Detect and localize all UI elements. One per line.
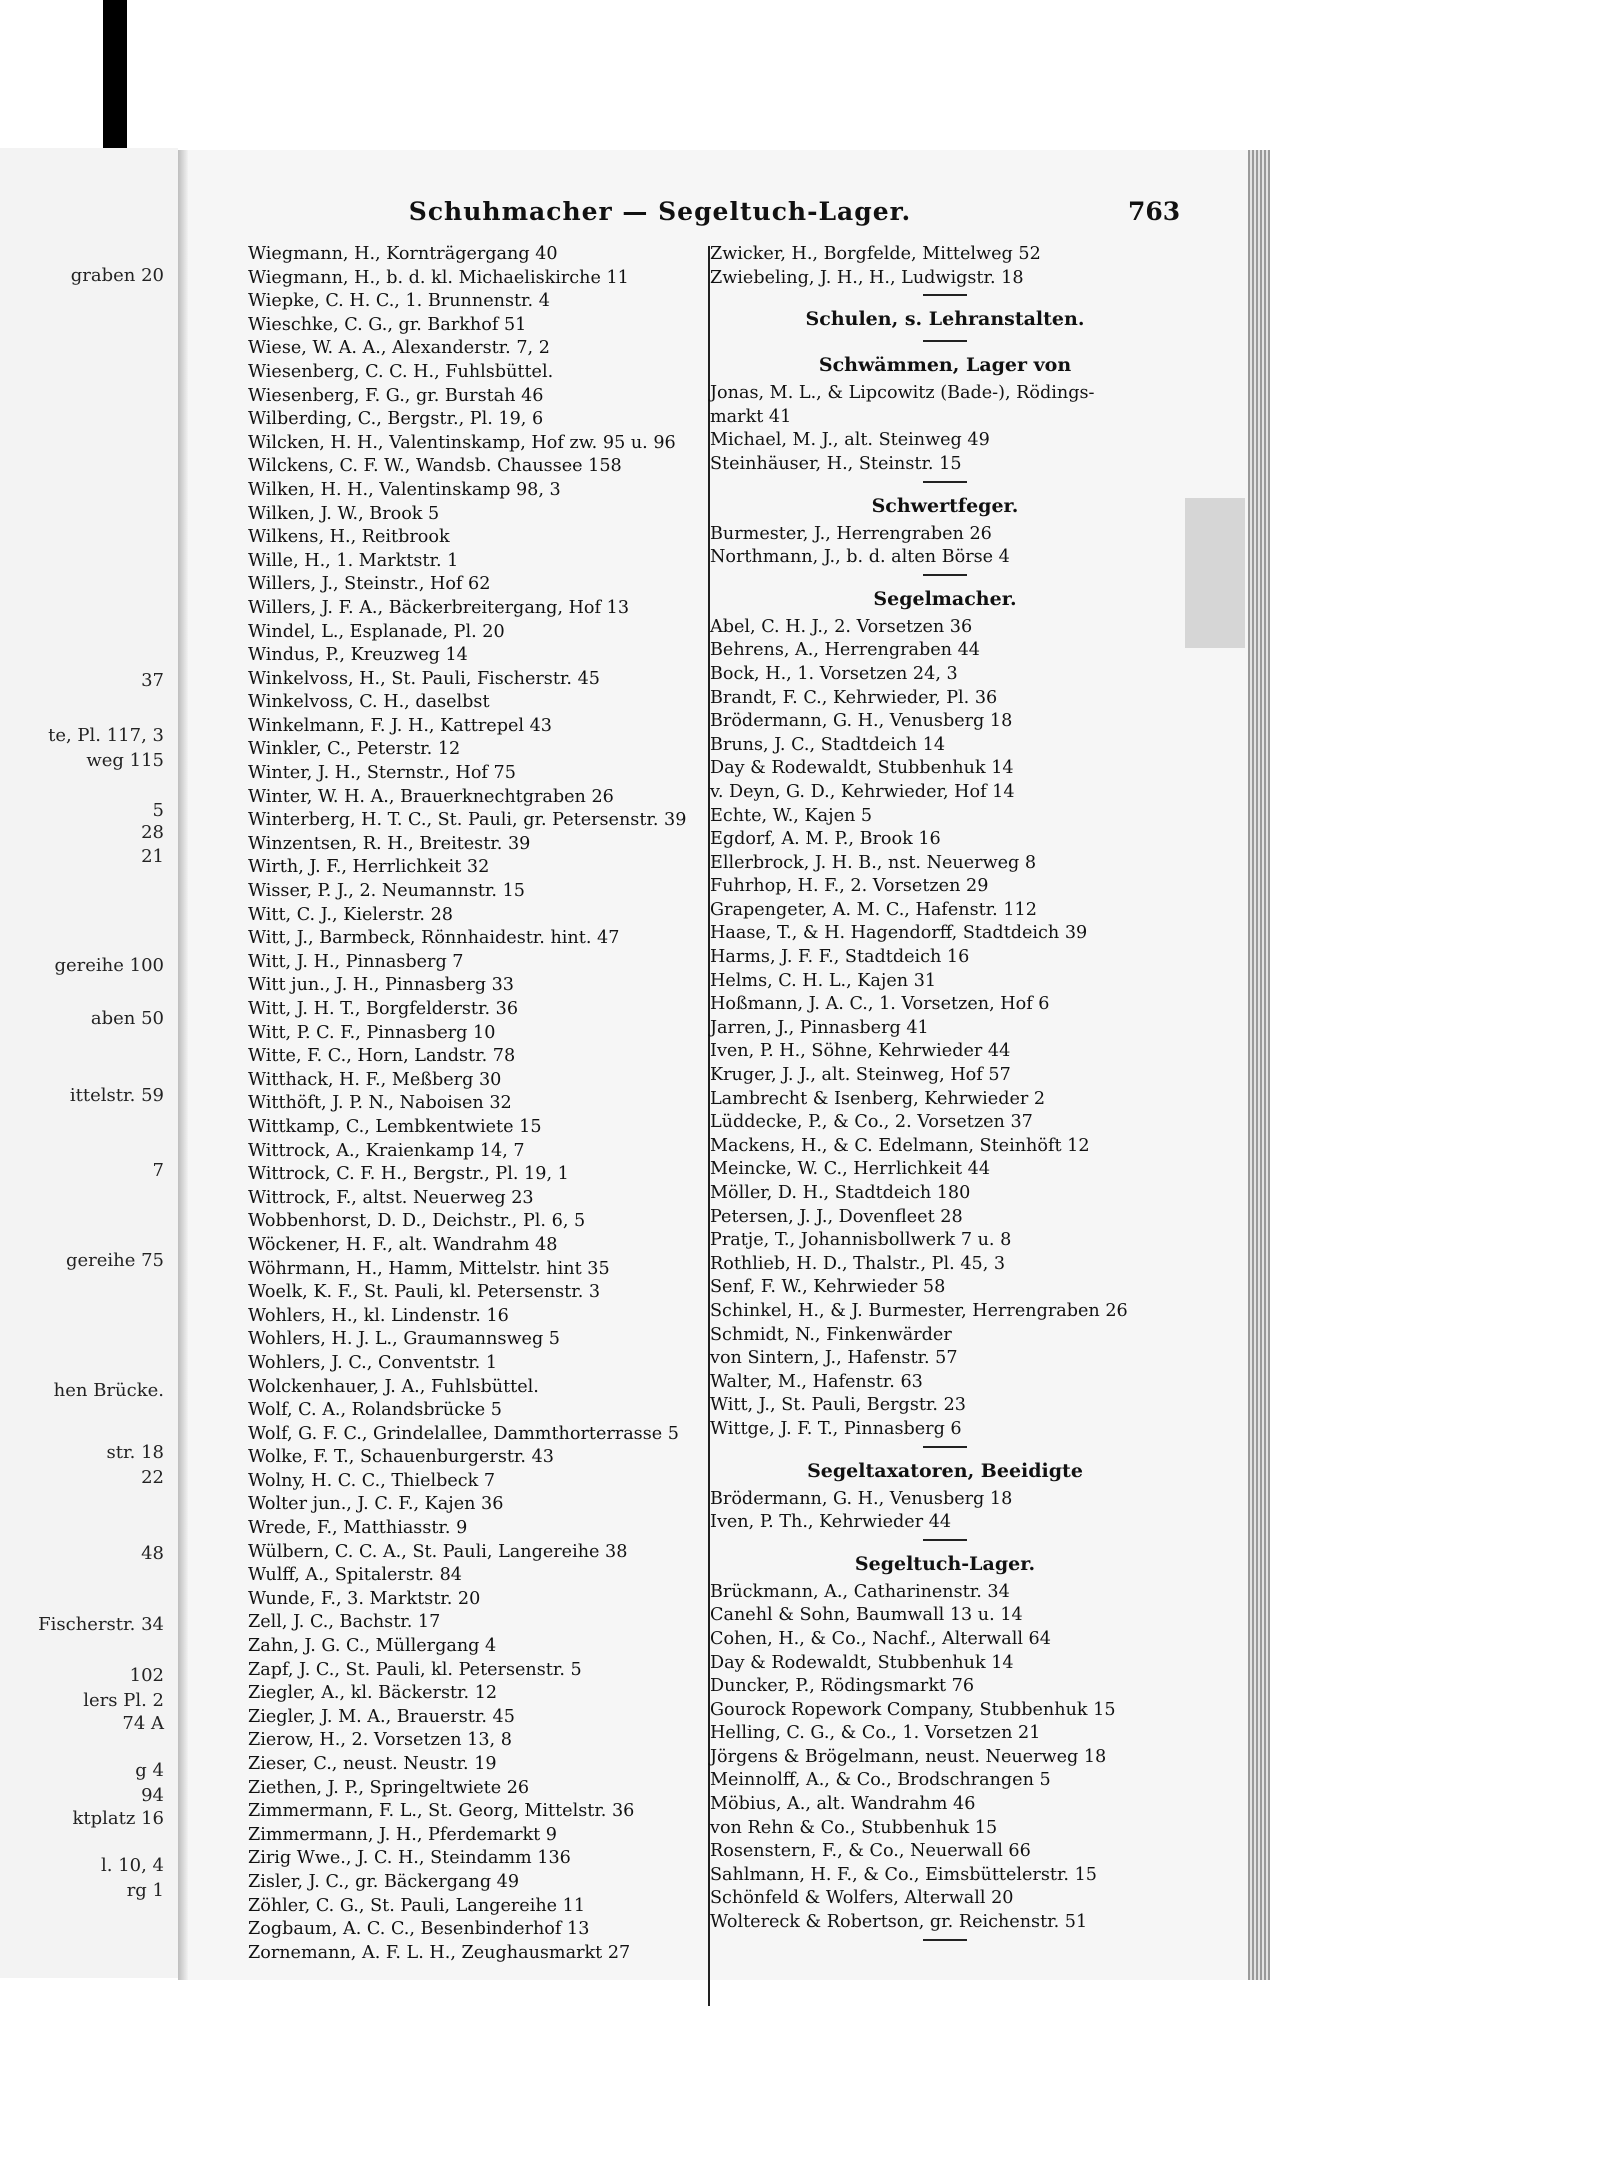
directory-entry: Lüddecke, P., & Co., 2. Vorsetzen 37 [710, 1112, 1033, 1133]
directory-entry: Ellerbrock, J. H. B., nst. Neuerweg 8 [710, 852, 1037, 873]
directory-entry: Zahn, J. G. C., Müllergang 4 [248, 1636, 497, 1657]
directory-entry: Helling, C. G., & Co., 1. Vorsetzen 21 [710, 1723, 1041, 1744]
directory-entry: Schönfeld & Wolfers, Alterwall 20 [710, 1888, 1014, 1909]
directory-entry: Wolke, F. T., Schauenburgerstr. 43 [248, 1447, 554, 1468]
left-page-fragment: graben 20 [70, 265, 164, 286]
directory-entry: Wiepke, C. H. C., 1. Brunnenstr. 4 [248, 291, 550, 312]
directory-entry: Zimmermann, F. L., St. Georg, Mittelstr. 36 [248, 1801, 635, 1822]
running-header: Schuhmacher — Segeltuch-Lager. [408, 197, 912, 226]
directory-entry: Witt, J., Barmbeck, Rönnhaidestr. hint. 47 [248, 928, 620, 949]
directory-entry: Wöhrmann, H., Hamm, Mittelstr. hint 35 [248, 1258, 610, 1279]
left-page-fragment: 102 [129, 1665, 164, 1686]
directory-entry: Gourock Ropework Company, Stubbenhuk 15 [710, 1699, 1116, 1720]
section-rule [923, 1539, 967, 1541]
directory-entry: Wobbenhorst, D. D., Deichstr., Pl. 6, 5 [248, 1211, 586, 1232]
directory-entry: Woelk, K. F., St. Pauli, kl. Petersenstr. 3 [248, 1282, 601, 1303]
directory-entry: Zapf, J. C., St. Pauli, kl. Petersenstr. 5 [248, 1659, 582, 1680]
directory-entry: Grapengeter, A. M. C., Hafenstr. 112 [710, 899, 1037, 920]
directory-entry: Duncker, P., Rödingsmarkt 76 [710, 1676, 975, 1697]
left-page-fragment: rg 1 [126, 1880, 164, 1901]
left-page-fragment: 48 [141, 1543, 164, 1564]
directory-entry: Ziegler, A., kl. Bäckerstr. 12 [248, 1683, 498, 1704]
directory-entry: Winkelvoss, H., St. Pauli, Fischerstr. 45 [248, 668, 600, 689]
directory-entry: Wöckener, H. F., alt. Wandrahm 48 [248, 1234, 558, 1255]
directory-entry: Day & Rodewaldt, Stubbenhuk 14 [710, 758, 1014, 779]
left-page-fragment: 21 [141, 846, 164, 867]
directory-entry: Wohlers, J. C., Conventstr. 1 [248, 1352, 498, 1373]
section-rule [923, 1446, 967, 1448]
directory-entry: Rothlieb, H. D., Thalstr., Pl. 45, 3 [710, 1253, 1006, 1274]
directory-entry: Zornemann, A. F. L. H., Zeughausmarkt 27 [248, 1942, 631, 1963]
directory-entry: Witte, F. C., Horn, Landstr. 78 [248, 1046, 516, 1067]
directory-entry: Mackens, H., & C. Edelmann, Steinhöft 12 [710, 1135, 1090, 1156]
directory-entry: Wirth, J. F., Herrlichkeit 32 [248, 857, 490, 878]
left-page-fragment: 5 [152, 800, 164, 821]
directory-entry: Schinkel, H., & J. Burmester, Herrengraben 26 [710, 1300, 1128, 1321]
directory-entry: Zöhler, C. G., St. Pauli, Langereihe 11 [248, 1895, 586, 1916]
left-page-fragment: aben 50 [90, 1008, 164, 1029]
directory-entry: Wohlers, H., kl. Lindenstr. 16 [248, 1305, 509, 1326]
directory-entry: Brödermann, G. H., Venusberg 18 [710, 711, 1013, 732]
directory-entry: Witthack, H. F., Meßberg 30 [248, 1069, 502, 1090]
directory-entry: Brödermann, G. H., Venusberg 18 [710, 1488, 1013, 1509]
directory-entry: Helms, C. H. L., Kajen 31 [710, 970, 937, 991]
directory-entry: Brückmann, A., Catharinenstr. 34 [710, 1581, 1010, 1602]
directory-entry: Fuhrhop, H. F., 2. Vorsetzen 29 [710, 876, 989, 897]
directory-entry: Jonas, M. L., & Lipcowitz (Bade-), Rödings- [710, 383, 1095, 404]
directory-entry: Wolf, G. F. C., Grindelallee, Dammthorterrasse 5 [248, 1423, 679, 1444]
directory-entry: Senf, F. W., Kehrwieder 58 [710, 1277, 946, 1298]
directory-entry: Wolf, C. A., Rolandsbrücke 5 [248, 1400, 502, 1421]
directory-column-left [248, 243, 703, 1965]
directory-entry: Winter, J. H., Sternstr., Hof 75 [248, 763, 516, 784]
directory-entry: Bruns, J. C., Stadtdeich 14 [710, 734, 946, 755]
directory-entry: Winkelvoss, C. H., daselbst [248, 692, 490, 713]
directory-entry: Wilberding, C., Bergstr., Pl. 19, 6 [248, 409, 544, 430]
directory-entry: Pratje, T., Johannisbollwerk 7 u. 8 [710, 1230, 1012, 1251]
directory-entry: v. Deyn, G. D., Kehrwieder, Hof 14 [710, 781, 1015, 802]
directory-entry: Wülbern, C. C. A., St. Pauli, Langereihe 38 [248, 1541, 628, 1562]
directory-entry: Abel, C. H. J., 2. Vorsetzen 36 [710, 616, 973, 637]
left-page-fragment: 7 [152, 1160, 164, 1181]
directory-entry: Witt jun., J. H., Pinnasberg 33 [248, 975, 514, 996]
directory-entry: Day & Rodewaldt, Stubbenhuk 14 [710, 1652, 1014, 1673]
left-page-fragment: str. 18 [106, 1442, 164, 1463]
section-rule [923, 294, 967, 296]
section-heading: Schwertfeger. [871, 494, 1019, 517]
margin-shadow [1185, 498, 1245, 648]
directory-entry: Hoßmann, J. A. C., 1. Vorsetzen, Hof 6 [710, 994, 1050, 1015]
left-page-fragment: ktplatz 16 [72, 1808, 164, 1829]
directory-entry: von Rehn & Co., Stubbenhuk 15 [710, 1817, 998, 1838]
directory-entry: Iven, P. H., Söhne, Kehrwieder 44 [710, 1041, 1011, 1062]
directory-entry: Schmidt, N., Finkenwärder [710, 1324, 952, 1345]
directory-entry: Wiesenberg, F. G., gr. Burstah 46 [248, 385, 544, 406]
section-rule [923, 1939, 967, 1941]
left-page-fragment: hen Brücke. [53, 1380, 164, 1401]
directory-entry: Kruger, J. J., alt. Steinweg, Hof 57 [710, 1065, 1011, 1086]
directory-entry: Wunde, F., 3. Marktstr. 20 [248, 1588, 481, 1609]
directory-entry: Behrens, A., Herrengraben 44 [710, 640, 980, 661]
directory-entry: Willers, J. F. A., Bäckerbreitergang, Hof 13 [248, 597, 630, 618]
directory-entry: Zell, J. C., Bachstr. 17 [248, 1612, 441, 1633]
directory-entry: Witt, J. H., Pinnasberg 7 [248, 951, 464, 972]
directory-entry: Winkler, C., Peterstr. 12 [248, 739, 461, 760]
directory-entry: Steinhäuser, H., Steinstr. 15 [710, 453, 962, 474]
directory-entry: Zwicker, H., Borgfelde, Mittelweg 52 [710, 244, 1041, 264]
left-page-fragment: l. 10, 4 [101, 1855, 164, 1876]
directory-entry: markt 41 [710, 406, 792, 427]
directory-entry: Wittkamp, C., Lembkentwiete 15 [248, 1116, 542, 1137]
directory-entry: Wohlers, H. J. L., Graumannsweg 5 [248, 1329, 561, 1350]
directory-entry: Wilkens, H., Reitbrook [248, 527, 450, 548]
directory-entry: von Sintern, J., Hafenstr. 57 [710, 1348, 958, 1369]
directory-entry: Willers, J., Steinstr., Hof 62 [248, 574, 491, 595]
section-heading: Schwämmen, Lager von [818, 354, 1072, 377]
directory-entry: Wilken, H. H., Valentinskamp 98, 3 [248, 479, 561, 500]
section-heading: Segeltuch-Lager. [854, 1552, 1036, 1575]
section-heading: Segeltaxatoren, Beeidigte [807, 1459, 1083, 1482]
directory-entry: Wrede, F., Matthiasstr. 9 [248, 1518, 468, 1539]
left-page-fragment: ittelstr. 59 [69, 1085, 164, 1106]
directory-entry: Möller, D. H., Stadtdeich 180 [710, 1183, 971, 1203]
directory-entry: Witt, J., St. Pauli, Bergstr. 23 [710, 1395, 966, 1416]
directory-entry: Witt, P. C. F., Pinnasberg 10 [248, 1022, 496, 1043]
left-page-edge [0, 148, 178, 1978]
directory-entry: Meincke, W. C., Herrlichkeit 44 [710, 1159, 991, 1180]
directory-entry: Wolckenhauer, J. A., Fuhlsbüttel. [248, 1376, 539, 1397]
left-page-fragment: 74 A [122, 1713, 164, 1734]
directory-entry: Zisler, J. C., gr. Bäckergang 49 [248, 1871, 520, 1892]
directory-entry: Witt, J. H. T., Borgfelderstr. 36 [248, 999, 519, 1019]
directory-entry: Zimmermann, J. H., Pferdemarkt 9 [248, 1824, 557, 1845]
directory-entry: Ziethen, J. P., Springeltwiete 26 [248, 1777, 530, 1798]
directory-entry: Wiese, W. A. A., Alexanderstr. 7, 2 [248, 338, 550, 359]
left-page-fragment: gereihe 100 [54, 955, 164, 976]
directory-entry: Zwiebeling, J. H., H., Ludwigstr. 18 [710, 267, 1024, 288]
directory-entry: Wolter jun., J. C. F., Kajen 36 [248, 1494, 504, 1515]
section-rule [923, 481, 967, 483]
section-heading: Segelmacher. [873, 587, 1017, 610]
left-page-fragment: weg 115 [86, 750, 164, 771]
left-page-fragment: lers Pl. 2 [83, 1690, 164, 1711]
directory-entry: Wilken, J. W., Brook 5 [248, 503, 440, 524]
left-page-fragment: g 4 [135, 1760, 164, 1781]
directory-entry: Cohen, H., & Co., Nachf., Alterwall 64 [710, 1628, 1051, 1649]
directory-entry: Wulff, A., Spitalerstr. 84 [248, 1565, 462, 1586]
directory-entry: Windus, P., Kreuzweg 14 [248, 645, 468, 666]
directory-entry: Michael, M. J., alt. Steinweg 49 [710, 430, 990, 451]
directory-entry: Meinnolff, A., & Co., Brodschrangen 5 [710, 1770, 1051, 1791]
directory-entry: Northmann, J., b. d. alten Börse 4 [710, 547, 1010, 568]
left-page-fragment: 94 [141, 1785, 164, 1806]
directory-entry: Jörgens & Brögelmann, neust. Neuerweg 18 [710, 1746, 1107, 1767]
left-page-fragment: 22 [141, 1467, 164, 1488]
directory-entry: Winzentsen, R. H., Breitestr. 39 [248, 833, 531, 854]
directory-entry: Wolny, H. C. C., Thielbeck 7 [248, 1470, 496, 1491]
directory-entry: Wittrock, F., altst. Neuerweg 23 [248, 1187, 534, 1208]
left-page-fragment: 37 [141, 670, 164, 691]
section-rule [923, 340, 967, 342]
left-page-fragment: 28 [141, 822, 164, 843]
directory-entry: Rosenstern, F., & Co., Neuerwall 66 [710, 1841, 1031, 1862]
directory-entry: Wisser, P. J., 2. Neumannstr. 15 [248, 881, 525, 902]
directory-entry: Witt, C. J., Kielerstr. 28 [248, 904, 453, 925]
directory-entry: Witthöft, J. P. N., Naboisen 32 [248, 1093, 512, 1114]
directory-entry: Zieser, C., neust. Neustr. 19 [248, 1754, 497, 1774]
directory-entry: Winter, W. H. A., Brauerknechtgraben 26 [248, 786, 614, 807]
left-page-fragment: gereihe 75 [65, 1250, 164, 1271]
directory-entry: Wieschke, C. G., gr. Barkhof 51 [248, 314, 527, 335]
directory-entry: Wittge, J. F. T., Pinnasberg 6 [710, 1418, 962, 1439]
directory-entry: Iven, P. Th., Kehrwieder 44 [710, 1512, 952, 1533]
directory-entry: Wiegmann, H., b. d. kl. Michaeliskirche 11 [248, 267, 629, 288]
directory-entry: Walter, M., Hafenstr. 63 [710, 1371, 923, 1392]
directory-entry: Lambrecht & Isenberg, Kehrwieder 2 [710, 1088, 1046, 1109]
directory-entry: Wiegmann, H., Kornträgergang 40 [248, 244, 558, 264]
directory-entry: Brandt, F. C., Kehrwieder, Pl. 36 [710, 687, 998, 708]
directory-entry: Egdorf, A. M. P., Brook 16 [710, 829, 941, 850]
directory-entry: Ziegler, J. M. A., Brauerstr. 45 [248, 1706, 515, 1727]
binding-strip [103, 0, 127, 148]
directory-entry: Zirig Wwe., J. C. H., Steindamm 136 [248, 1848, 571, 1869]
directory-entry: Echte, W., Kajen 5 [710, 805, 873, 826]
directory-entry: Winterberg, H. T. C., St. Pauli, gr. Petersenstr. 39 [248, 810, 687, 831]
directory-entry: Sahlmann, H. F., & Co., Eimsbüttelerstr. 15 [710, 1864, 1097, 1885]
page-number: 763 [1128, 197, 1181, 226]
directory-entry: Zierow, H., 2. Vorsetzen 13, 8 [248, 1730, 512, 1751]
directory-entry: Wilcken, H. H., Valentinskamp, Hof zw. 95 u. 96 [248, 432, 676, 453]
section-heading: Schulen, s. Lehranstalten. [805, 308, 1085, 331]
directory-entry: Wittrock, A., Kraienkamp 14, 7 [248, 1140, 525, 1161]
directory-entry: Wiesenberg, C. C. H., Fuhlsbüttel. [248, 361, 554, 382]
directory-column-right [710, 243, 1180, 1947]
directory-entry: Bock, H., 1. Vorsetzen 24, 3 [710, 663, 958, 684]
directory-entry: Harms, J. F. F., Stadtdeich 16 [710, 947, 970, 968]
directory-entry: Woltereck & Robertson, gr. Reichenstr. 51 [710, 1912, 1088, 1933]
section-rule [923, 574, 967, 576]
book-gutter [178, 150, 188, 1980]
directory-entry: Canehl & Sohn, Baumwall 13 u. 14 [710, 1605, 1023, 1626]
directory-entry: Jarren, J., Pinnasberg 41 [710, 1017, 929, 1038]
directory-entry: Zogbaum, A. C. C., Besenbinderhof 13 [248, 1919, 590, 1940]
page-stack-edge [1248, 150, 1270, 1980]
directory-entry: Haase, T., & H. Hagendorff, Stadtdeich 39 [710, 923, 1088, 944]
directory-entry: Wilckens, C. F. W., Wandsb. Chaussee 158 [248, 456, 622, 477]
directory-entry: Wille, H., 1. Marktstr. 1 [248, 550, 459, 571]
left-page-fragment: Fischerstr. 34 [38, 1614, 164, 1635]
directory-entry: Windel, L., Esplanade, Pl. 20 [248, 621, 505, 642]
directory-entry: Wittrock, C. F. H., Bergstr., Pl. 19, 1 [248, 1164, 569, 1185]
directory-entry: Petersen, J. J., Dovenfleet 28 [710, 1206, 963, 1227]
left-page-fragment: te, Pl. 117, 3 [48, 725, 164, 746]
directory-entry: Möbius, A., alt. Wandrahm 46 [710, 1794, 976, 1815]
directory-entry: Winkelmann, F. J. H., Kattrepel 43 [248, 715, 552, 736]
directory-entry: Burmester, J., Herrengraben 26 [710, 523, 992, 544]
